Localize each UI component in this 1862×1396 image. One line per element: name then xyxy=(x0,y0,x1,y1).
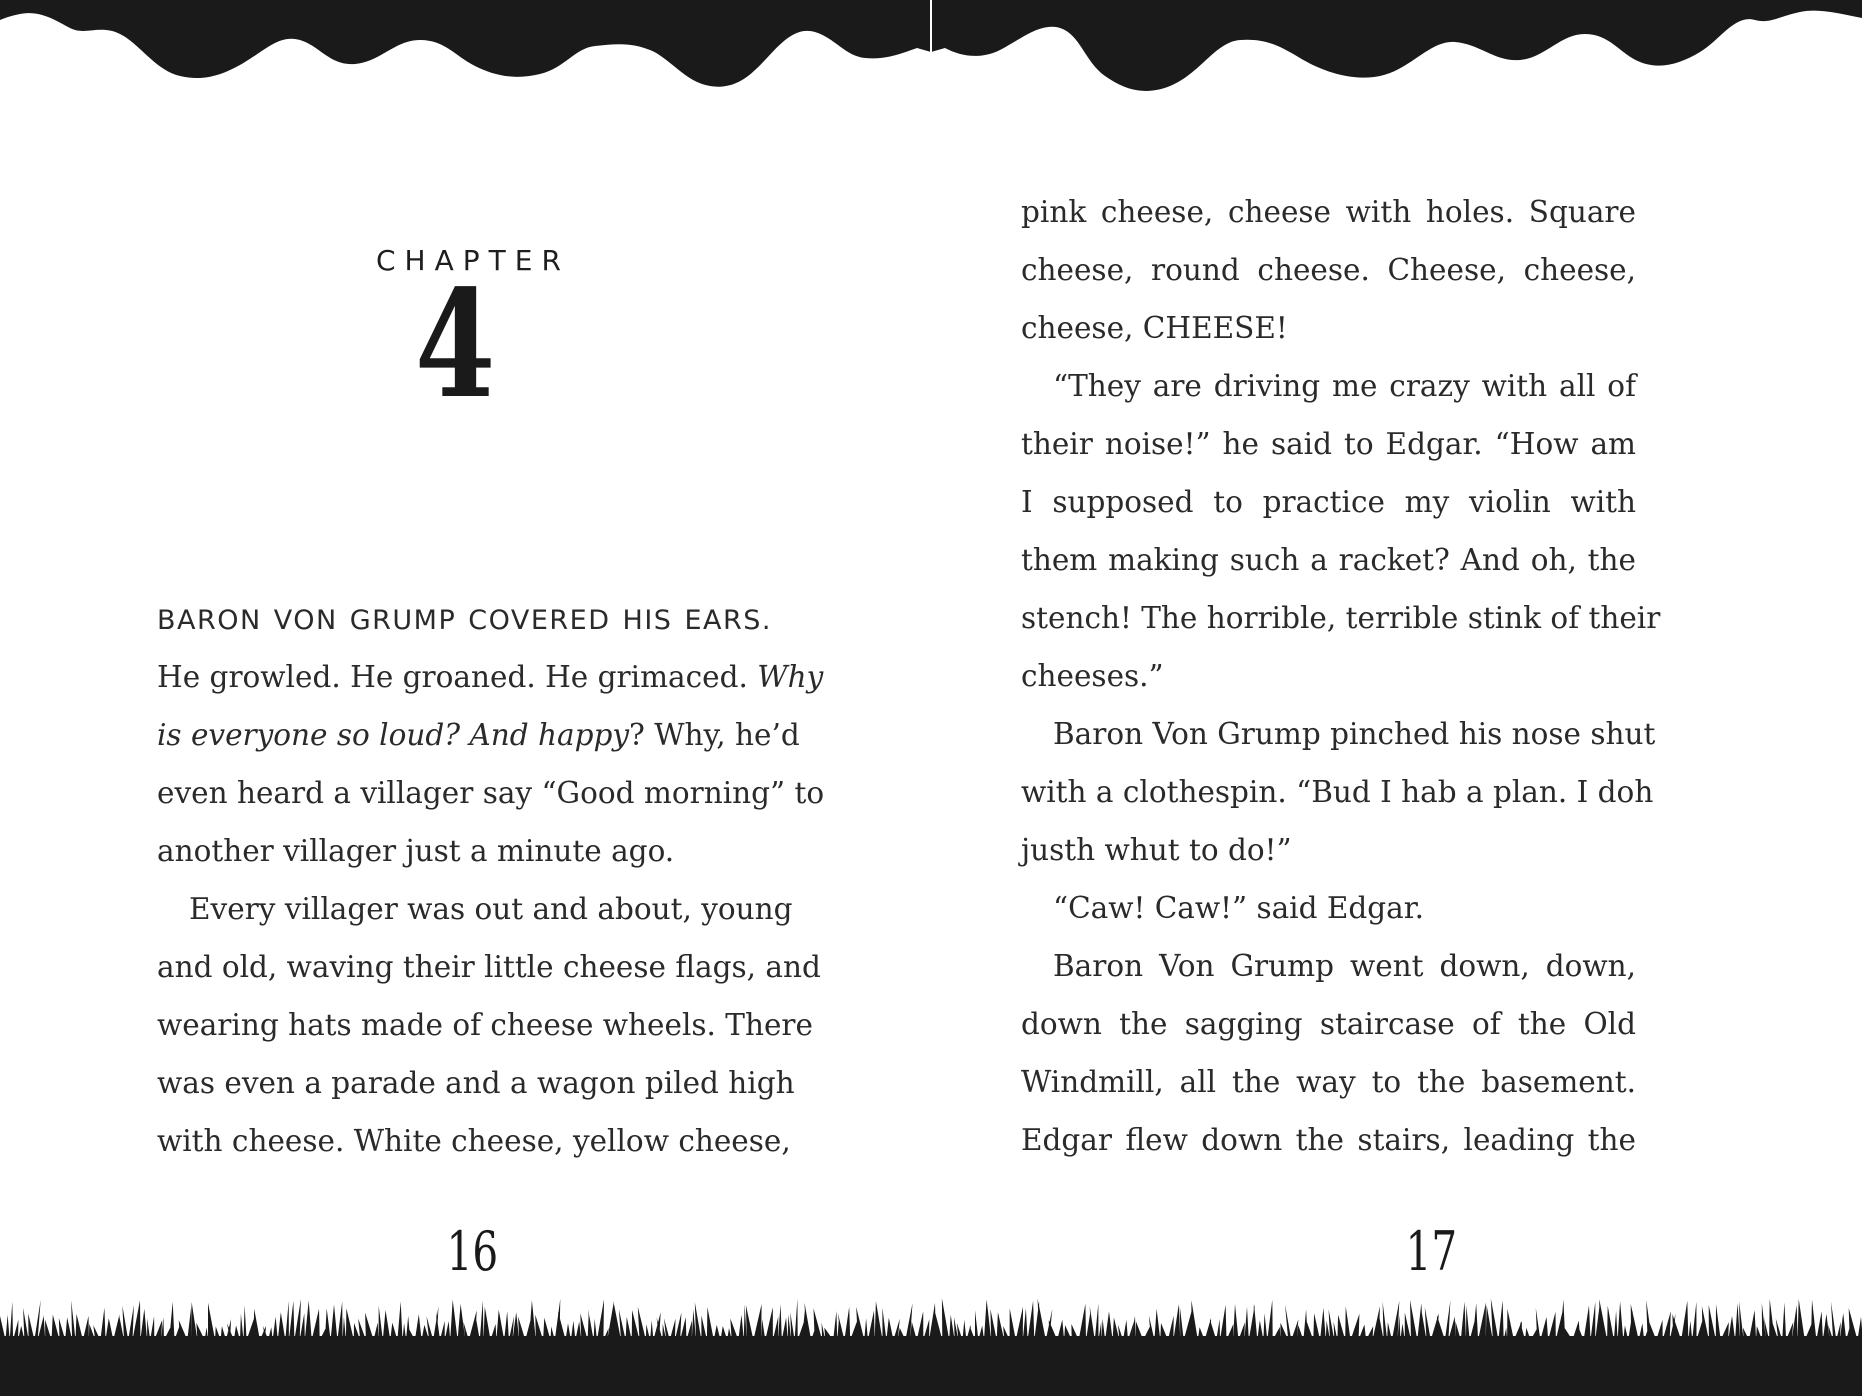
page-number-right: 17 xyxy=(1405,1220,1458,1283)
text-line xyxy=(157,938,821,996)
text-line xyxy=(1021,1111,1636,1169)
text-line xyxy=(1021,589,1661,647)
text-run: ? Why, he’d xyxy=(629,718,800,752)
text-line xyxy=(1021,299,1636,357)
text-run: their noise!” he said to Edgar. “How am xyxy=(1021,427,1636,461)
grass-blades xyxy=(0,1298,1862,1396)
text-run: is everyone so loud? And happy xyxy=(157,718,630,752)
text-run: them making such a racket? And oh, the xyxy=(1021,543,1636,577)
right-page xyxy=(931,0,1862,1396)
text-line xyxy=(1021,995,1636,1053)
text-run: cheeses.” xyxy=(1021,659,1164,693)
text-run: Baron Von Grump pinched his nose shut xyxy=(1053,717,1656,751)
text-line xyxy=(1021,937,1636,995)
text-line xyxy=(157,880,793,938)
text-run: “Caw! Caw!” said Edgar. xyxy=(1053,891,1424,925)
text-line xyxy=(157,706,800,764)
text-line xyxy=(157,996,813,1054)
text-line xyxy=(157,590,772,648)
text-run: was even a parade and a wagon piled high xyxy=(157,1066,795,1100)
text-run: Every villager was out and about, young xyxy=(189,892,793,926)
text-run: down the sagging staircase of the Old xyxy=(1021,1007,1636,1041)
text-run: with cheese. White cheese, yellow cheese, xyxy=(157,1124,791,1158)
text-run: and old, waving their little cheese flags, and xyxy=(157,950,821,984)
left-page-body-text xyxy=(157,590,825,1170)
text-line xyxy=(157,648,824,706)
text-line xyxy=(1021,879,1636,937)
text-run: justh whut to do!” xyxy=(1021,833,1292,867)
text-run: BARON VON GRUMP COVERED HIS EARS. xyxy=(157,605,772,636)
text-line xyxy=(1021,415,1636,473)
text-run: even heard a villager say “Good morning” to xyxy=(157,776,825,810)
right-page-body-text xyxy=(1021,183,1661,1169)
text-line xyxy=(1021,473,1636,531)
text-run: “They are driving me crazy with all of xyxy=(1053,369,1636,403)
text-run: Baron Von Grump went down, down, xyxy=(1053,949,1636,983)
text-line xyxy=(1021,531,1636,589)
text-line xyxy=(1021,821,1636,879)
text-line xyxy=(157,1112,791,1170)
text-run: Edgar flew down the stairs, leading the xyxy=(1021,1123,1636,1157)
text-line xyxy=(1021,647,1636,705)
text-run: cheese, CHEESE! xyxy=(1021,311,1288,345)
text-run: wearing hats made of cheese wheels. There xyxy=(157,1008,813,1042)
text-run: cheese, round cheese. Cheese, cheese, xyxy=(1021,253,1636,287)
text-run: with a clothespin. “Bud I hab a plan. I doh xyxy=(1021,775,1654,809)
text-line xyxy=(1021,1053,1636,1111)
text-line xyxy=(157,1054,795,1112)
text-line xyxy=(157,764,825,822)
text-line xyxy=(1021,241,1636,299)
text-line xyxy=(1021,357,1636,415)
text-line xyxy=(1021,705,1656,763)
text-line xyxy=(1021,183,1636,241)
text-run: I supposed to practice my violin with xyxy=(1021,485,1636,519)
text-run: Windmill, all the way to the basement. xyxy=(1021,1065,1636,1099)
text-run: pink cheese, cheese with holes. Square xyxy=(1021,195,1636,229)
text-run: Why xyxy=(757,660,824,694)
text-line xyxy=(1021,763,1654,821)
text-line xyxy=(157,822,772,880)
text-run: stench! The horrible, terrible stink of their xyxy=(1021,601,1661,635)
chapter-number: 4 xyxy=(415,257,496,431)
chapter-label: CHAPTER xyxy=(376,244,570,277)
text-run: another villager just a minute ago. xyxy=(157,834,675,868)
grass-silhouette-border xyxy=(0,1290,1862,1396)
text-run: He growled. He groaned. He grimaced. xyxy=(157,660,758,694)
page-number-left: 16 xyxy=(446,1220,499,1283)
